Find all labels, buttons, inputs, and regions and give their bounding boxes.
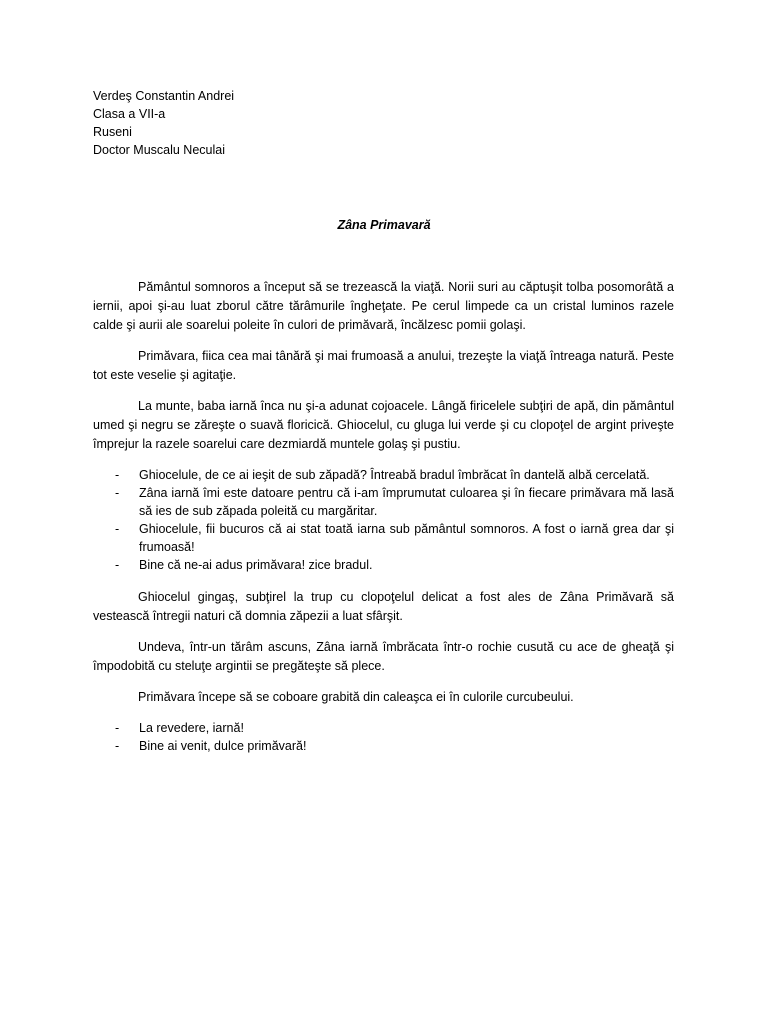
dialogue-line: [93, 466, 674, 484]
dialogue-line: [93, 737, 674, 755]
paragraph: La munte, baba iarnă înca nu şi-a adunat cojoacele. Lângă firicelele subţiri de apă, din pământul umed şi negru se zăreşte o suavă floricică. Ghiocelul, cu gluga lui verde şi cu clopoţel de argint priveşte împrejur la razele soarelui care dezmiardă muntele golaş şi pustiu.: [93, 399, 674, 451]
dialogue-text: Ghiocelule, fii bucuros că ai stat toată iarna sub pământul somnoros. A fost o iarnă grea dar şi frumoasă!: [139, 522, 674, 554]
dialogue-line: [93, 484, 674, 520]
dialogue-line: [93, 719, 674, 737]
paragraph: Undeva, într-un tărâm ascuns, Zâna iarnă îmbrăcata într-o rochie cusută cu ace de gheaţă şi împodobită cu steluţe argintii se pregăteşte să plece.: [93, 640, 674, 673]
dialogue-text: Ghiocelule, de ce ai ieşit de sub zăpadă? Întreabă bradul îmbrăcat în dantelă albă cercelată.: [139, 468, 650, 482]
dialogue-list: [93, 719, 674, 755]
author-school: Doctor Muscalu Neculai: [93, 143, 225, 157]
paragraph: Primăvara, fiica cea mai tânără şi mai frumoasă a anului, trezeşte la viaţă întreaga natură. Peste tot este veselie şi agitaţie.: [93, 349, 674, 382]
paragraph: Ghiocelul gingaş, subţirel la trup cu clopoţelul delicat a fost ales de Zâna Primăvară să vestească întregii naturi că domnia zăpezii a luat sfârşit.: [93, 590, 674, 623]
author-name: Verdeş Constantin Andrei: [93, 89, 235, 103]
dialogue-dash: -: [115, 739, 120, 753]
paragraph: Primăvara începe să se coboare grabită din caleaşca ei în culorile curcubeului.: [138, 690, 574, 704]
dialogue-text: Bine că ne-ai adus primăvara! zice bradul.: [139, 558, 373, 572]
author-locality: Ruseni: [93, 125, 132, 139]
dialogue-dash: -: [115, 522, 120, 536]
dialogue-dash: -: [115, 486, 120, 500]
paragraph: Pământul somnoros a început să se trezească la viaţă. Norii suri au căptuşit tolba posomorâtă a iernii, apoi şi-au luat zborul către tărâmurile îngheţate. Pe cerul limpede ca un cristal luminos razele calde şi aurii ale soarelui poleite în culori de primăvară, încălzesc pomii golaşi.: [93, 280, 674, 332]
author-header: [93, 87, 234, 159]
dialogue-line: [93, 520, 674, 556]
author-class: Clasa a VII-a: [93, 107, 166, 121]
dialogue-dash: -: [115, 468, 120, 482]
dialogue-text: Zâna iarnă îmi este datoare pentru că i-am împrumutat culoarea şi în fiecare primăvara mă lasă să ies de sub zăpada poleită cu margăritar.: [139, 486, 674, 518]
dialogue-line: [93, 556, 674, 574]
document-title: Zâna Primavară: [337, 218, 431, 232]
dialogue-dash: -: [115, 721, 120, 735]
dialogue-text: La revedere, iarnă!: [139, 721, 244, 735]
dialogue-dash: -: [115, 558, 120, 572]
dialogue-text: Bine ai venit, dulce primăvară!: [139, 739, 307, 753]
dialogue-list: [93, 466, 674, 574]
document-body: [93, 278, 674, 769]
